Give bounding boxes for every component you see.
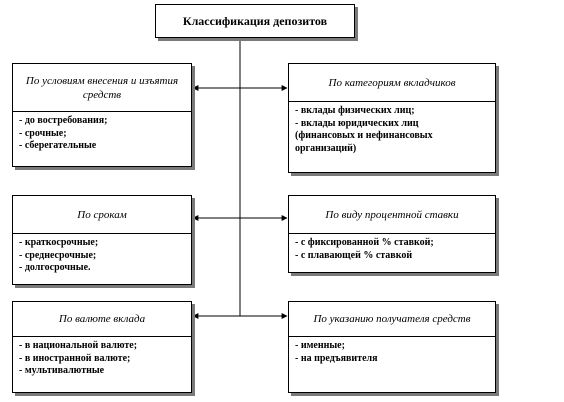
list-item: - именные;	[295, 340, 345, 351]
list-item: - краткосрочные;	[19, 237, 99, 248]
list-item: - с фиксированной % ставкой;	[295, 237, 434, 248]
box-heading: По условиям внесения и изъятия средств	[13, 64, 191, 112]
box-items	[289, 234, 495, 262]
box-heading: По срокам	[13, 196, 191, 234]
box-deposit-currency	[12, 301, 192, 393]
list-item: - мультивалютные	[19, 365, 105, 376]
box-heading: По валюте вклада	[13, 302, 191, 337]
box-items	[13, 234, 191, 275]
list-item: - среднесрочные;	[19, 249, 97, 261]
list-item: - до востребования;	[19, 115, 108, 126]
box-heading: По категориям вкладчиков	[289, 64, 495, 102]
box-items	[289, 337, 495, 365]
box-items	[289, 102, 495, 155]
box-terms	[12, 195, 192, 285]
box-items	[13, 112, 191, 153]
list-item: - с плавающей % ставкой	[295, 249, 413, 261]
list-item: - в иностранной валюте;	[19, 352, 131, 364]
box-heading: По виду процентной ставки	[289, 196, 495, 234]
box-depositor-categories	[288, 63, 496, 173]
box-heading: По указанию получателя средств	[289, 302, 495, 337]
list-item: - долгосрочные.	[19, 262, 91, 273]
box-items	[13, 337, 191, 378]
box-deposit-conditions	[12, 63, 192, 167]
box-interest-rate-type	[288, 195, 496, 273]
diagram-title: Классификация депозитов	[155, 4, 355, 38]
list-item: - вклады юридических лиц	[295, 117, 419, 129]
list-item: организаций)	[295, 142, 357, 154]
list-item: (финансовых и нефинансовых	[295, 130, 433, 141]
list-item: - срочные;	[19, 127, 67, 139]
box-recipient-designation	[288, 301, 496, 393]
list-item: - вклады физических лиц;	[295, 105, 415, 116]
list-item: - сберегательные	[19, 140, 97, 151]
list-item: - в национальной валюте;	[19, 340, 138, 351]
list-item: - на предъявителя	[295, 352, 378, 364]
